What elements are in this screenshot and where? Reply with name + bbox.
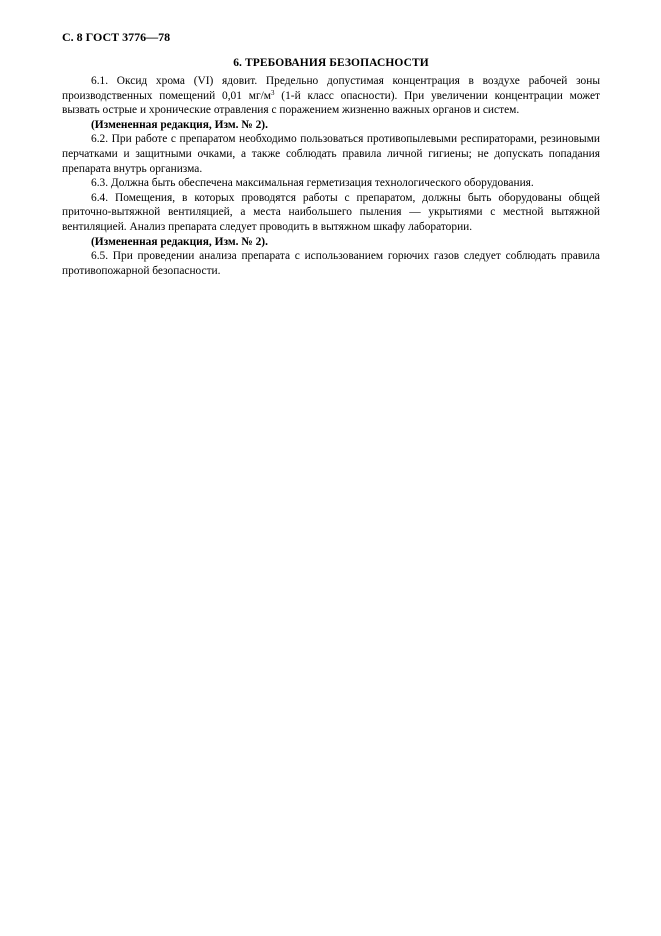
paragraph-6-2: 6.2. При работе с препаратом необходимо пользоваться противопылевыми респираторами, резиновыми перчатками и защитными очками, а также соблюдать правила личной гигиены; не допускать попадания препарата внутрь организма. [62, 133, 600, 175]
paragraph-6-1-text: 6.1. Оксид хрома (VI) ядовит. Предельно допустимая концентрация в воздухе рабочей зоны производственных помещений 0,01 мг/м [62, 75, 600, 102]
section-title: 6. ТРЕБОВАНИЯ БЕЗОПАСНОСТИ [233, 57, 429, 69]
paragraph-6-5: 6.5. При проведении анализа препарата с использованием горючих газов следует соблюдать правила противопожарной безопасности. [62, 250, 600, 277]
amendment-note: (Измененная редакция, Изм. № 2). [91, 118, 268, 131]
paragraph-6-4: 6.4. Помещения, в которых проводятся работы с препаратом, должны быть оборудованы общей приточно-вытяжной вентиляцией, а места наибольшего пыления — укрытиями с местной вытяжной вентиляцией. Анализ препарата следует проводить в вытяжном шкафу лаборатории. [62, 191, 600, 233]
page-header: С. 8 ГОСТ 3776—78 [62, 30, 171, 44]
superscript-exponent: 3 [271, 88, 275, 97]
amendment-note: (Измененная редакция, Изм. № 2). [91, 235, 268, 248]
paragraph-6-3: 6.3. Должна быть обеспечена максимальная герметизация технологического оборудования. [91, 177, 534, 190]
paragraph-6-1-text-cont: (1-й класс опасности). При увеличении концентрации может вызвать острые и хронические отравления с поражением жизненно важных органов и систем. [62, 89, 600, 117]
paragraph-6-1 [62, 74, 600, 118]
document-page [62, 30, 600, 278]
